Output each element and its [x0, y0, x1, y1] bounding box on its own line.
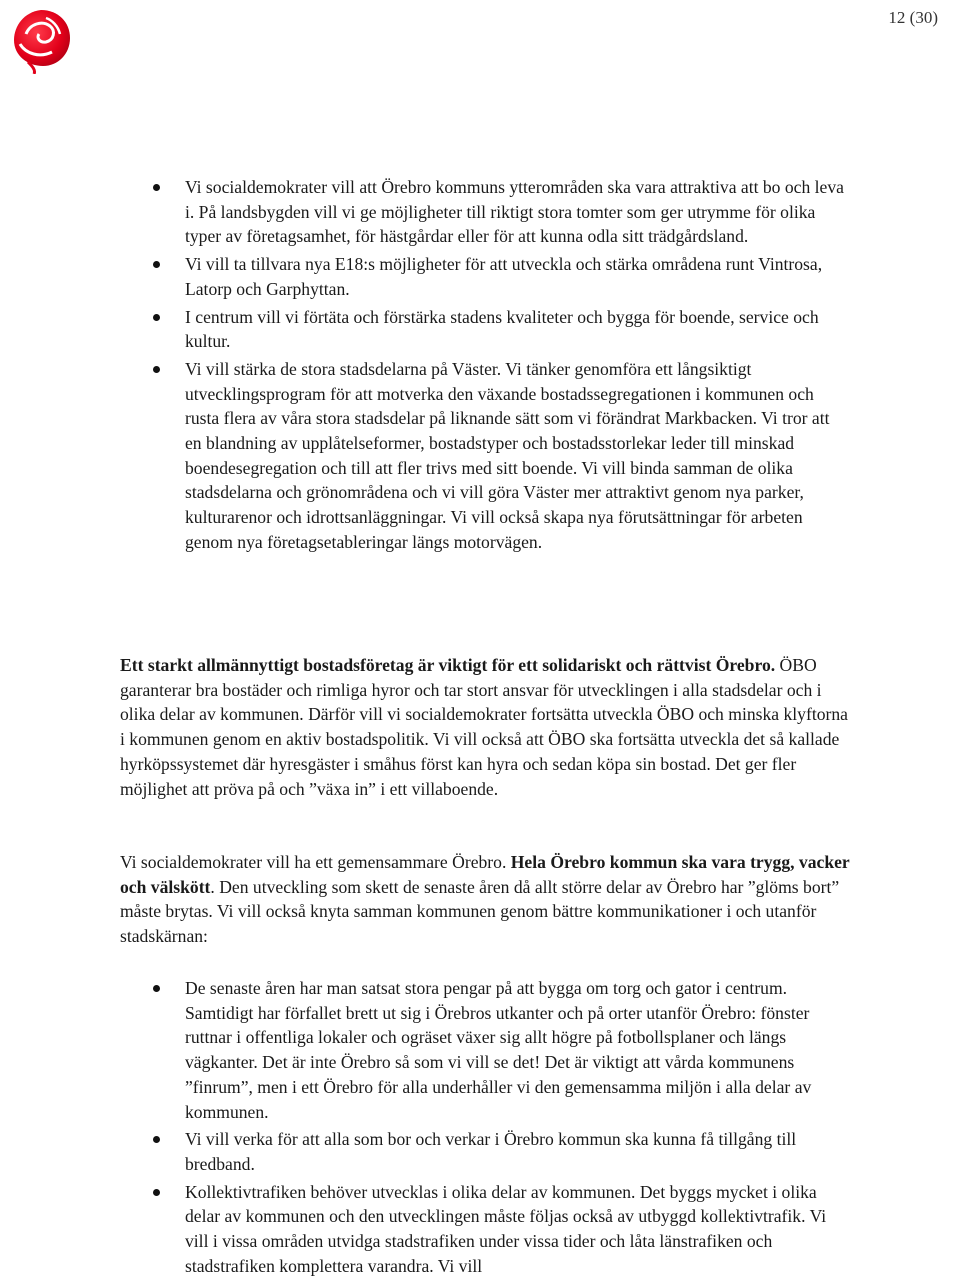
- page-number: 12 (30): [888, 8, 938, 27]
- list-item: Kollektivtrafiken behöver utvecklas i olika delar av kommunen. Det byggs mycket i olika delar av kommunen och den utvecklingen måste följas också av utbyggd kollektivtrafik. Vi vill i vissa områden utvidga stadstrafiken under vissa tider och låta länstrafiken och stadstrafiken komplettera varandra. Vi vill: [0, 1180, 960, 1279]
- bullet-dot-icon: [153, 261, 160, 268]
- paragraph-heading: Ett starkt allmännyttigt bostadsföretag är viktigt för ett solidariskt och rättvist Örebro.: [120, 655, 776, 675]
- list-item: I centrum vill vi förtäta och förstärka stadens kvaliteter och bygga för boende, service och kultur.: [0, 305, 960, 354]
- paragraph-obo: Ett starkt allmännyttigt bostadsföretag är viktigt för ett solidariskt och rättvist Örebro. ÖBO garanterar bra bostäder och rimliga hyror och tar stort ansvar för utvecklingen i alla stadsdelar och i olika delar av kommunen. Därför vill vi socialdemokrater fortsätta utveckla ÖBO och minska klyftorna i kommunen genom en aktiv bostadspolitik. Vi vill också att ÖBO ska fortsätta utveckla det så kallade hyrköpssystemet där hyresgäster i småhus först kan hyra och sedan köpa sin bostad. Det ger fler möjlighet att pröva på och ”växa in” i ett villaboende.: [120, 655, 848, 799]
- bullet-dot-icon: [153, 1136, 160, 1143]
- list-item: Vi vill ta tillvara nya E18:s möjligheter för att utveckla och stärka områdena runt Vintrosa, Latorp och Garphyttan.: [0, 252, 960, 301]
- paragraph-emphasis: Hela Örebro kommun ska vara trygg, vacker och välskött: [120, 852, 850, 897]
- bullet-dot-icon: [153, 985, 160, 992]
- list-item: Vi vill verka för att alla som bor och verkar i Örebro kommun ska kunna få tillgång till bredband.: [0, 1127, 960, 1176]
- bullet-dot-icon: [153, 314, 160, 321]
- bullet-list-development: [0, 175, 960, 558]
- bullet-dot-icon: [153, 366, 160, 373]
- bullet-list-maintenance: [0, 976, 960, 1281]
- list-item: De senaste åren har man satsat stora pengar på att bygga om torg och gator i centrum. Samtidigt har förfallet brett ut sig i Örebros utkanter och på orter utanför Örebro: fönster ruttnar i offentliga lokaler och ogräset växer sig allt högre på fotbollsplaner och längs vägkanter. Det är inte Örebro så som vi vill se det! Det är viktigt att vårda kommunens ”finrum”, men i ett Örebro för alla underhåller vi den gemensamma miljön i alla delar av kommunen.: [0, 976, 960, 1124]
- list-item: Vi vill stärka de stora stadsdelarna på Väster. Vi tänker genomföra ett långsiktigt utvecklingsprogram för att motverka den växande bostadssegregationen i kommunen och rusta flera av våra stora stadsdelar på liknande sätt som vi förändrat Markbacken. Vi tror att en blandning av upplåtelseformer, bostadstyper och bostadsstorlekar leder till minskad boendesegregation och till att fler trivs med sitt boende. Vi vill binda samman de olika stadsdelarna och grönområdena och vi vill göra Väster mer attraktivt genom nya parker, kulturarenor och idrottsanläggningar. Vi vill också skapa nya förutsättningar för arbeten genom nya företagsetableringar längs motorvägen.: [0, 357, 960, 555]
- bullet-dot-icon: [153, 184, 160, 191]
- rose-logo-icon: [6, 4, 76, 74]
- bullet-dot-icon: [153, 1189, 160, 1196]
- paragraph-common-orebro: Vi socialdemokrater vill ha ett gemensammare Örebro. Hela Örebro kommun ska vara trygg, vacker och välskött. Den utveckling som skett de senaste åren då allt större delar av Örebro har ”glöms bort” måste brytas. Vi vill också knyta samman kommunen genom bättre kommunikationer i och utanför stadskärnan:: [120, 852, 850, 947]
- list-item: Vi socialdemokrater vill att Örebro kommuns ytterområden ska vara attraktiva att bo och leva i. På landsbygden vill vi ge möjligheter till riktigt stora tomter som ger utrymme för olika typer av företagsamhet, för hästgårdar eller för att kunna odla sitt trädgårdsland.: [0, 175, 960, 249]
